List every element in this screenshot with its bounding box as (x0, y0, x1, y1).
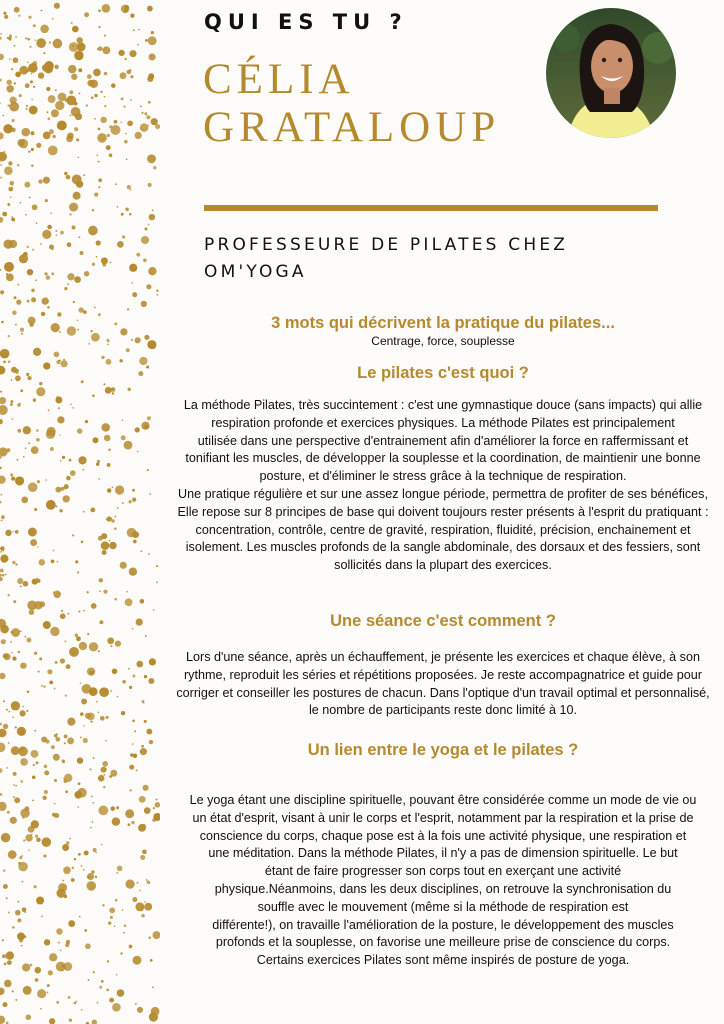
body-line: Une pratique régulière et sur une assez longue période, permettra de profiter de ses bénéfices, (178, 486, 708, 501)
gold-divider (204, 205, 658, 211)
section-what-is-pilates (166, 364, 720, 575)
job-title: PROFESSEURE DE PILATES CHEZ OM'YOGA (204, 235, 569, 282)
body-line: Elle repose sur 8 principes de base qui doivent toujours rester présents à l'esprit du pratiquant : (177, 504, 709, 519)
body-line: Centrage, force, souplesse (371, 334, 515, 348)
body-line: étant de faire progresser son corps tout en exerçant une activité (264, 864, 622, 879)
body-line: différente!), on travaille l'amélioration de la posture, le développement des muscles (212, 917, 674, 932)
body-line: un état d'esprit, visant à unir le corps et l'esprit, notamment par la respiration et la prise de (192, 810, 694, 825)
body-line: souffle avec le mouvement (même si la méthode de respiration est (257, 899, 629, 914)
first-name: CÉLIA (203, 56, 355, 103)
section-three-words (166, 314, 720, 348)
body-line: La méthode Pilates, très succintement : c'est une gymnastique douce (sans impacts) qui allie (183, 398, 703, 412)
body-line: utilisée dans une perspective d'entrainement afin d'améliorer la force en raffermissant et (197, 433, 689, 448)
section-title: Une séance c'est comment ? (330, 612, 556, 630)
body-line: isolement. Les muscles profonds de la sangle abdominale, des dorsaux et des fessiers, sont (185, 540, 701, 555)
page-kicker: QUI ES TU ? (204, 10, 408, 34)
section-body (166, 649, 720, 720)
body-line: corriger et conseiller les postures de chacun. Dans l'optique d'un travail optimal et personnalisé, (176, 685, 710, 700)
section-title: Un lien entre le yoga et le pilates ? (307, 741, 579, 759)
last-name: GRATALOUP (203, 104, 501, 151)
gold-dot-pattern (0, 0, 160, 1024)
body-line: Lors d'une séance, après un échauffement, je présente les exercices et chaque élève, à son (186, 650, 700, 664)
section-title: 3 mots qui décrivent la pratique du pilates... (271, 314, 615, 332)
section-body (166, 397, 720, 575)
body-line: physique.Néanmoins, dans les deux disciplines, on retrouve la synchronisation du (214, 881, 672, 896)
body-line: conscience du corps, chaque pose est à la fois une activité physique, une respiration et (199, 828, 687, 843)
section-body (166, 792, 720, 970)
body-line: concentration, contrôle, centre de gravité, respiration, fluidité, précision, enchainement et (195, 522, 691, 537)
body-line: Certains exercices Pilates sont même inspirés de posture de yoga. (256, 953, 630, 968)
body-line: rythme, reproduit les séries et répétitions proposées. Je reste accompagnatrice et guide pour (183, 667, 703, 682)
section-title: Le pilates c'est quoi ? (357, 364, 529, 382)
body-line: profonds et la souplesse, on favorise une meilleure prise de conscience du corps. (215, 935, 671, 950)
section-yoga-pilates-link (166, 741, 720, 970)
section-body (166, 334, 720, 348)
body-line: respiration profonde et exercices physiques. La méthode Pilates est principalement (211, 415, 675, 430)
body-line: sollicités dans la plupart des exercices. (334, 558, 552, 573)
body-line: une méditation. Dans la méthode Pilates, il n'y a pas de dimension spirituelle. Le but (208, 846, 678, 861)
person-name (203, 56, 500, 152)
profile-photo (546, 8, 676, 138)
section-session (166, 612, 720, 720)
body-line: le nombre de participants reste donc limité à 10. (308, 703, 578, 718)
body-line: posture, et d'éliminer le stress grâce à la technique de respiration. (259, 469, 627, 484)
body-line: Le yoga étant une discipline spirituelle, pouvant être considérée comme un mode de vie ou (189, 793, 697, 807)
body-line: tonifiant les muscles, de développer la souplesse et la coordination, de maintienir une bonne (185, 451, 701, 466)
